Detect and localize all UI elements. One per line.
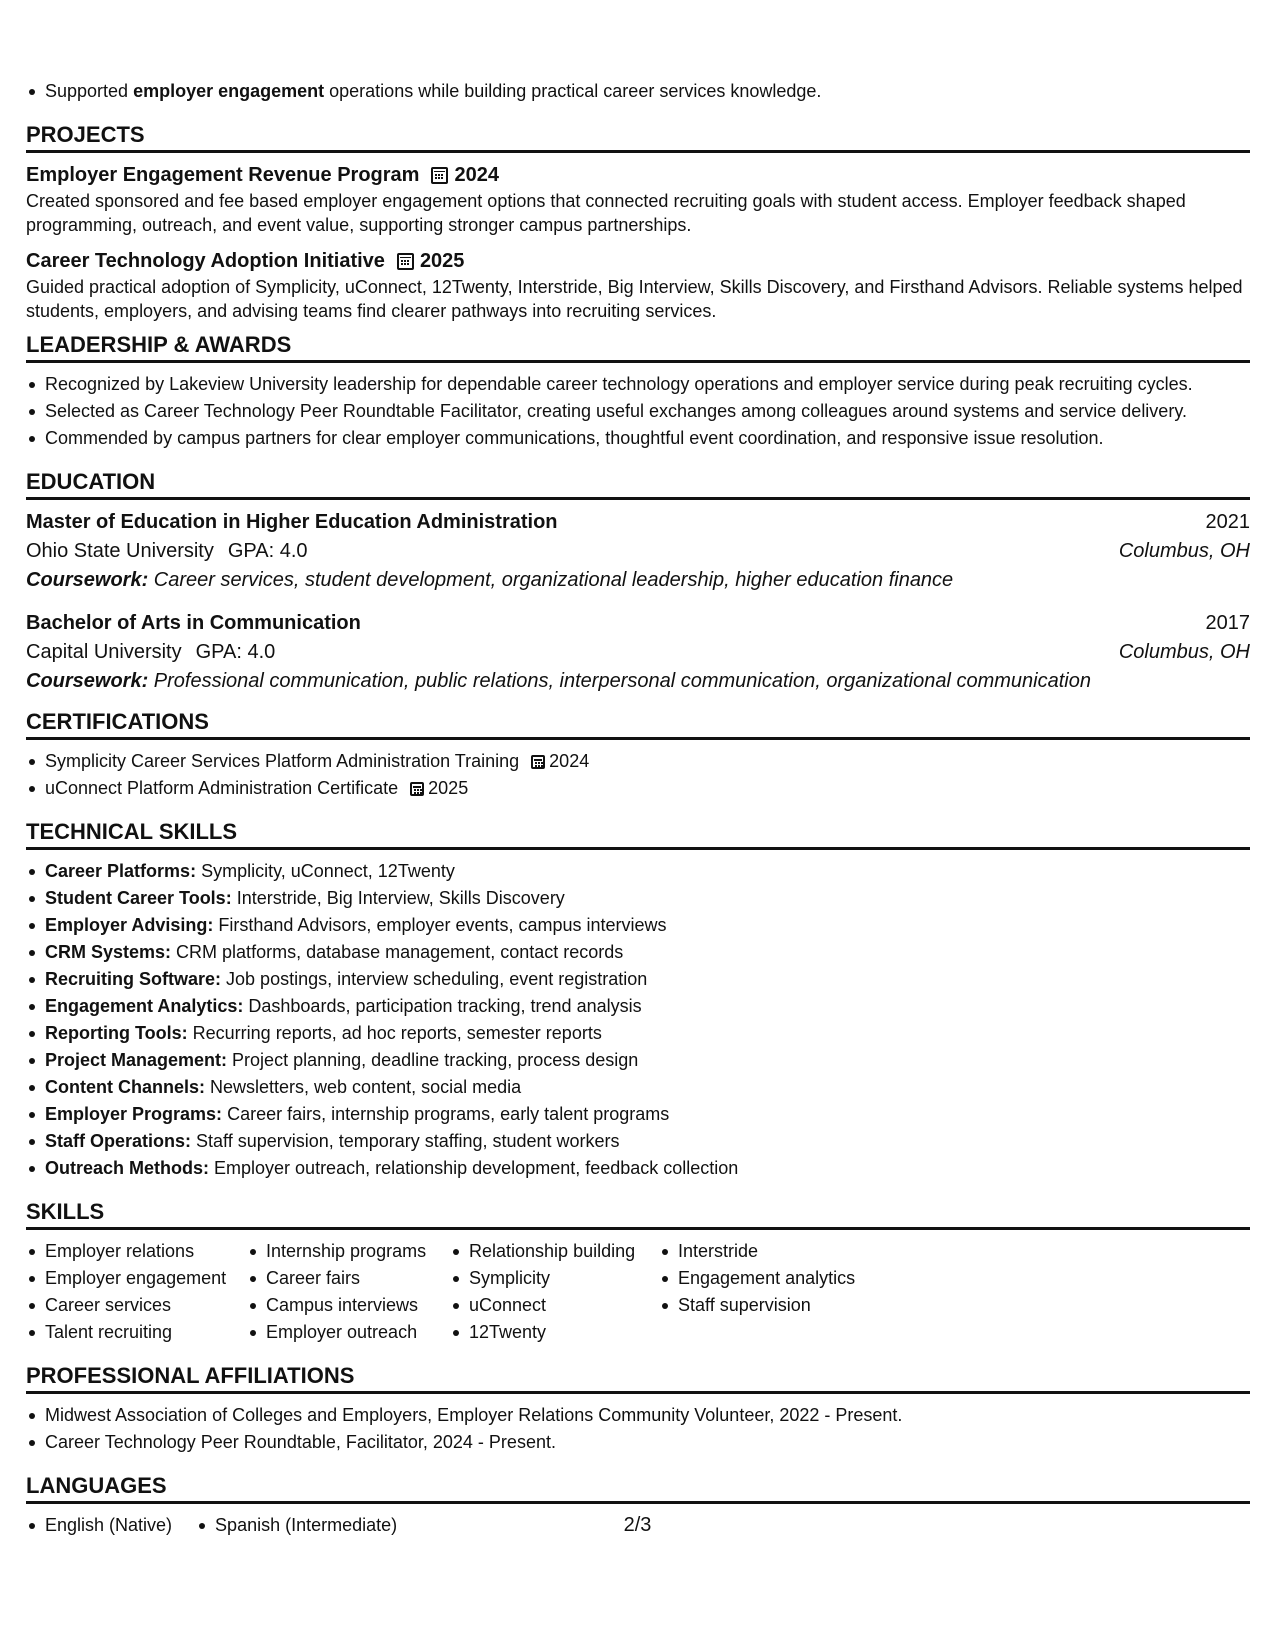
education-item	[26, 508, 1250, 595]
list-item: Commended by campus partners for clear employer communications, thoughtful event coordination, and responsive issue resolution.	[26, 425, 1250, 452]
list-item: Outreach Methods: Employer outreach, relationship development, feedback collection	[26, 1155, 1250, 1182]
list-item: Recruiting Software: Job postings, interview scheduling, event registration	[26, 966, 1250, 993]
calendar-icon	[531, 755, 545, 769]
projects-section	[26, 123, 1250, 323]
skills-column	[659, 1238, 855, 1346]
list-item: English (Native)	[26, 1512, 172, 1539]
skills-column	[450, 1238, 659, 1346]
gpa: GPA: 4.0	[227, 540, 308, 562]
education-section	[26, 470, 1250, 696]
location: Columbus, OH	[1118, 641, 1250, 663]
degree: Bachelor of Arts in Communication	[26, 612, 361, 634]
resume-page	[26, 78, 1250, 1539]
school-name: Capital University	[26, 641, 182, 663]
project-year: 2025	[419, 250, 465, 272]
list-item: Interstride	[659, 1238, 855, 1265]
list-item: Project Management: Project planning, deadline tracking, process design	[26, 1047, 1250, 1074]
certifications-section	[26, 710, 1250, 802]
skills-column	[247, 1238, 450, 1346]
list-item: Campus interviews	[247, 1292, 450, 1319]
section-title: PROFESSIONAL AFFILIATIONS	[26, 1364, 1250, 1394]
skills-column	[26, 1238, 247, 1346]
location: Columbus, OH	[1118, 540, 1250, 562]
certifications-list	[26, 748, 1250, 802]
project-description: Created sponsored and fee based employer engagement options that connected recruiting goals with student access. Employer feedback shaped programming, outreach, and event value, supporting stronger campus partnerships.	[26, 191, 1186, 235]
list-item: Employer relations	[26, 1238, 247, 1265]
list-item: Employer Programs: Career fairs, internship programs, early talent programs	[26, 1101, 1250, 1128]
section-title: LANGUAGES	[26, 1474, 1250, 1504]
experience-bullet-list	[26, 78, 1250, 105]
project-header	[26, 247, 1250, 275]
graduation-year: 2021	[1205, 511, 1250, 533]
list-item: Employer engagement	[26, 1265, 247, 1292]
skills-columns	[26, 1238, 1250, 1346]
affiliations-list	[26, 1402, 1250, 1456]
calendar-icon	[431, 167, 448, 184]
list-item: Talent recruiting	[26, 1319, 247, 1346]
calendar-icon	[397, 253, 414, 270]
list-item: Career Platforms: Symplicity, uConnect, 12Twenty	[26, 858, 1250, 885]
list-item: Staff supervision	[659, 1292, 855, 1319]
list-item: CRM Systems: CRM platforms, database management, contact records	[26, 939, 1250, 966]
project-item	[26, 161, 1250, 237]
technical-skills-section	[26, 820, 1250, 1182]
education-item	[26, 609, 1250, 696]
leadership-list	[26, 371, 1250, 452]
degree: Master of Education in Higher Education Administration	[26, 511, 558, 533]
project-item	[26, 247, 1250, 323]
project-description: Guided practical adoption of Symplicity, uConnect, 12Twenty, Interstride, Big Interview, Skills Discovery, and Firsthand Advisors. Reliable systems helped students, employers, and advising teams find clearer pathways into recruiting services.	[26, 277, 1243, 321]
list-item: Symplicity Career Services Platform Administration Training 2024	[26, 748, 1250, 775]
list-item: Selected as Career Technology Peer Roundtable Facilitator, creating useful exchanges among colleagues around systems and service delivery.	[26, 398, 1250, 425]
list-item: Career services	[26, 1292, 247, 1319]
list-item: Employer outreach	[247, 1319, 450, 1346]
list-item: Career fairs	[247, 1265, 450, 1292]
leadership-section	[26, 333, 1250, 452]
list-item: uConnect Platform Administration Certificate 2025	[26, 775, 1250, 802]
skills-section	[26, 1200, 1250, 1346]
coursework: Coursework: Professional communication, public relations, interpersonal communication, organizational communication	[26, 670, 1091, 692]
page-number: 2/3	[623, 1514, 652, 1536]
project-name: Employer Engagement Revenue Program	[26, 164, 420, 186]
list-item: Engagement Analytics: Dashboards, participation tracking, trend analysis	[26, 993, 1250, 1020]
list-item: Student Career Tools: Interstride, Big Interview, Skills Discovery	[26, 885, 1250, 912]
list-item: Reporting Tools: Recurring reports, ad hoc reports, semester reports	[26, 1020, 1250, 1047]
coursework: Coursework: Career services, student development, organizational leadership, higher education finance	[26, 569, 954, 591]
affiliations-section	[26, 1364, 1250, 1456]
school-name: Ohio State University	[26, 540, 214, 562]
project-header	[26, 161, 1250, 189]
list-item: Recognized by Lakeview University leadership for dependable career technology operations and employer service during peak recruiting cycles.	[26, 371, 1250, 398]
list-item: Career Technology Peer Roundtable, Facilitator, 2024 - Present.	[26, 1429, 1250, 1456]
section-title: PROJECTS	[26, 123, 1250, 153]
section-title: TECHNICAL SKILLS	[26, 820, 1250, 850]
section-title: SKILLS	[26, 1200, 1250, 1230]
technical-skills-list	[26, 858, 1250, 1182]
list-item: Symplicity	[450, 1265, 659, 1292]
list-item: Internship programs	[247, 1238, 450, 1265]
list-item: Midwest Association of Colleges and Employers, Employer Relations Community Volunteer, 2022 - Present.	[26, 1402, 1250, 1429]
project-name: Career Technology Adoption Initiative	[26, 250, 385, 272]
list-item: Content Channels: Newsletters, web content, social media	[26, 1074, 1250, 1101]
experience-bullet: Supported employer engagement operations while building practical career services knowledge.	[26, 78, 1250, 105]
gpa: GPA: 4.0	[195, 641, 276, 663]
list-item: Engagement analytics	[659, 1265, 855, 1292]
list-item: Spanish (Intermediate)	[196, 1512, 397, 1539]
list-item: uConnect	[450, 1292, 659, 1319]
calendar-icon	[410, 782, 424, 796]
section-title: LEADERSHIP & AWARDS	[26, 333, 1250, 363]
list-item: 12Twenty	[450, 1319, 659, 1346]
list-item: Relationship building	[450, 1238, 659, 1265]
project-year: 2024	[454, 164, 499, 186]
list-item: Employer Advising: Firsthand Advisors, employer events, campus interviews	[26, 912, 1250, 939]
section-title: CERTIFICATIONS	[26, 710, 1250, 740]
graduation-year: 2017	[1205, 612, 1250, 634]
list-item: Staff Operations: Staff supervision, temporary staffing, student workers	[26, 1128, 1250, 1155]
section-title: EDUCATION	[26, 470, 1250, 500]
